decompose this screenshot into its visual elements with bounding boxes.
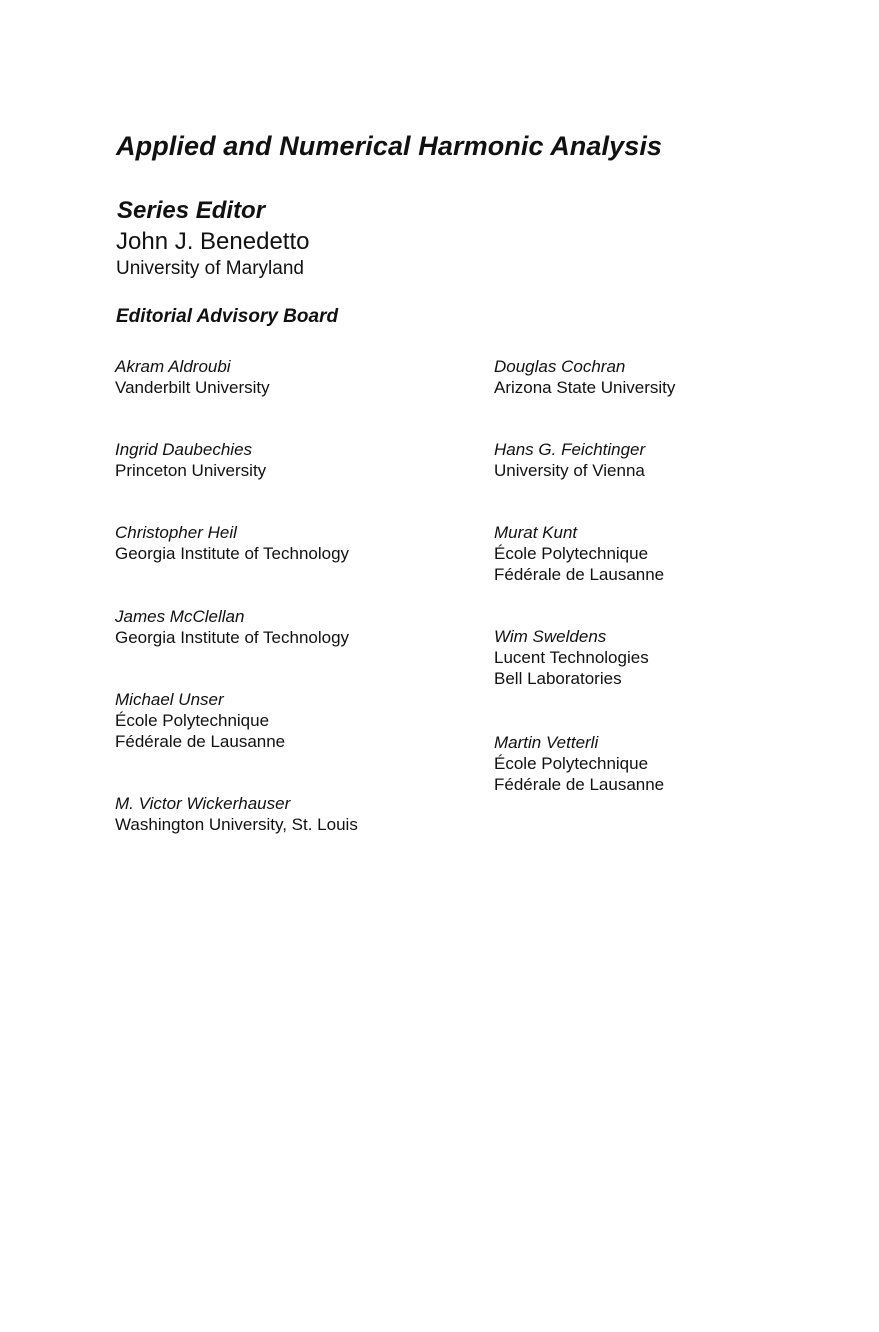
member-affiliation: Fédérale de Lausanne (115, 732, 286, 751)
board-member (115, 689, 285, 752)
advisory-board-heading: Editorial Advisory Board (116, 306, 339, 327)
member-affiliation: Vanderbilt University (115, 378, 270, 397)
series-editor-name: John J. Benedetto (116, 228, 310, 255)
member-name: Wim Sweldens (494, 627, 607, 646)
board-member (494, 439, 645, 481)
member-affiliation: Arizona State University (494, 378, 676, 397)
member-name: Akram Aldroubi (115, 357, 231, 376)
member-affiliation: Fédérale de Lausanne (494, 775, 665, 794)
member-name: Michael Unser (115, 690, 224, 709)
board-member (494, 522, 664, 585)
board-member (494, 732, 664, 795)
member-affiliation: Lucent Technologies (494, 648, 649, 667)
series-editor-affiliation: University of Maryland (116, 258, 304, 279)
member-name: Murat Kunt (494, 523, 578, 542)
member-affiliation: Washington University, St. Louis (115, 815, 358, 834)
member-affiliation: Georgia Institute of Technology (115, 544, 350, 563)
member-affiliation: Fédérale de Lausanne (494, 565, 665, 584)
member-affiliation: École Polytechnique (494, 544, 649, 563)
board-member (115, 793, 358, 835)
board-member (115, 522, 349, 564)
member-affiliation: Princeton University (115, 461, 267, 480)
member-name: Hans G. Feichtinger (494, 440, 646, 459)
member-affiliation: Bell Laboratories (494, 669, 622, 688)
member-name: Martin Vetterli (494, 733, 599, 752)
member-affiliation: University of Vienna (494, 461, 645, 480)
board-member (115, 606, 349, 648)
member-name: Douglas Cochran (494, 357, 626, 376)
member-affiliation: École Polytechnique (115, 711, 270, 730)
member-name: Ingrid Daubechies (115, 440, 253, 459)
member-affiliation: École Polytechnique (494, 754, 649, 773)
board-member (115, 439, 266, 481)
board-member (115, 356, 270, 398)
series-title: Applied and Numerical Harmonic Analysis (116, 131, 663, 161)
member-name: Christopher Heil (115, 523, 237, 542)
member-name: M. Victor Wickerhauser (115, 794, 291, 813)
member-affiliation: Georgia Institute of Technology (115, 628, 350, 647)
series-editor-heading: Series Editor (117, 197, 266, 224)
board-member (494, 626, 649, 689)
board-member (494, 356, 675, 398)
member-name: James McClellan (115, 607, 245, 626)
